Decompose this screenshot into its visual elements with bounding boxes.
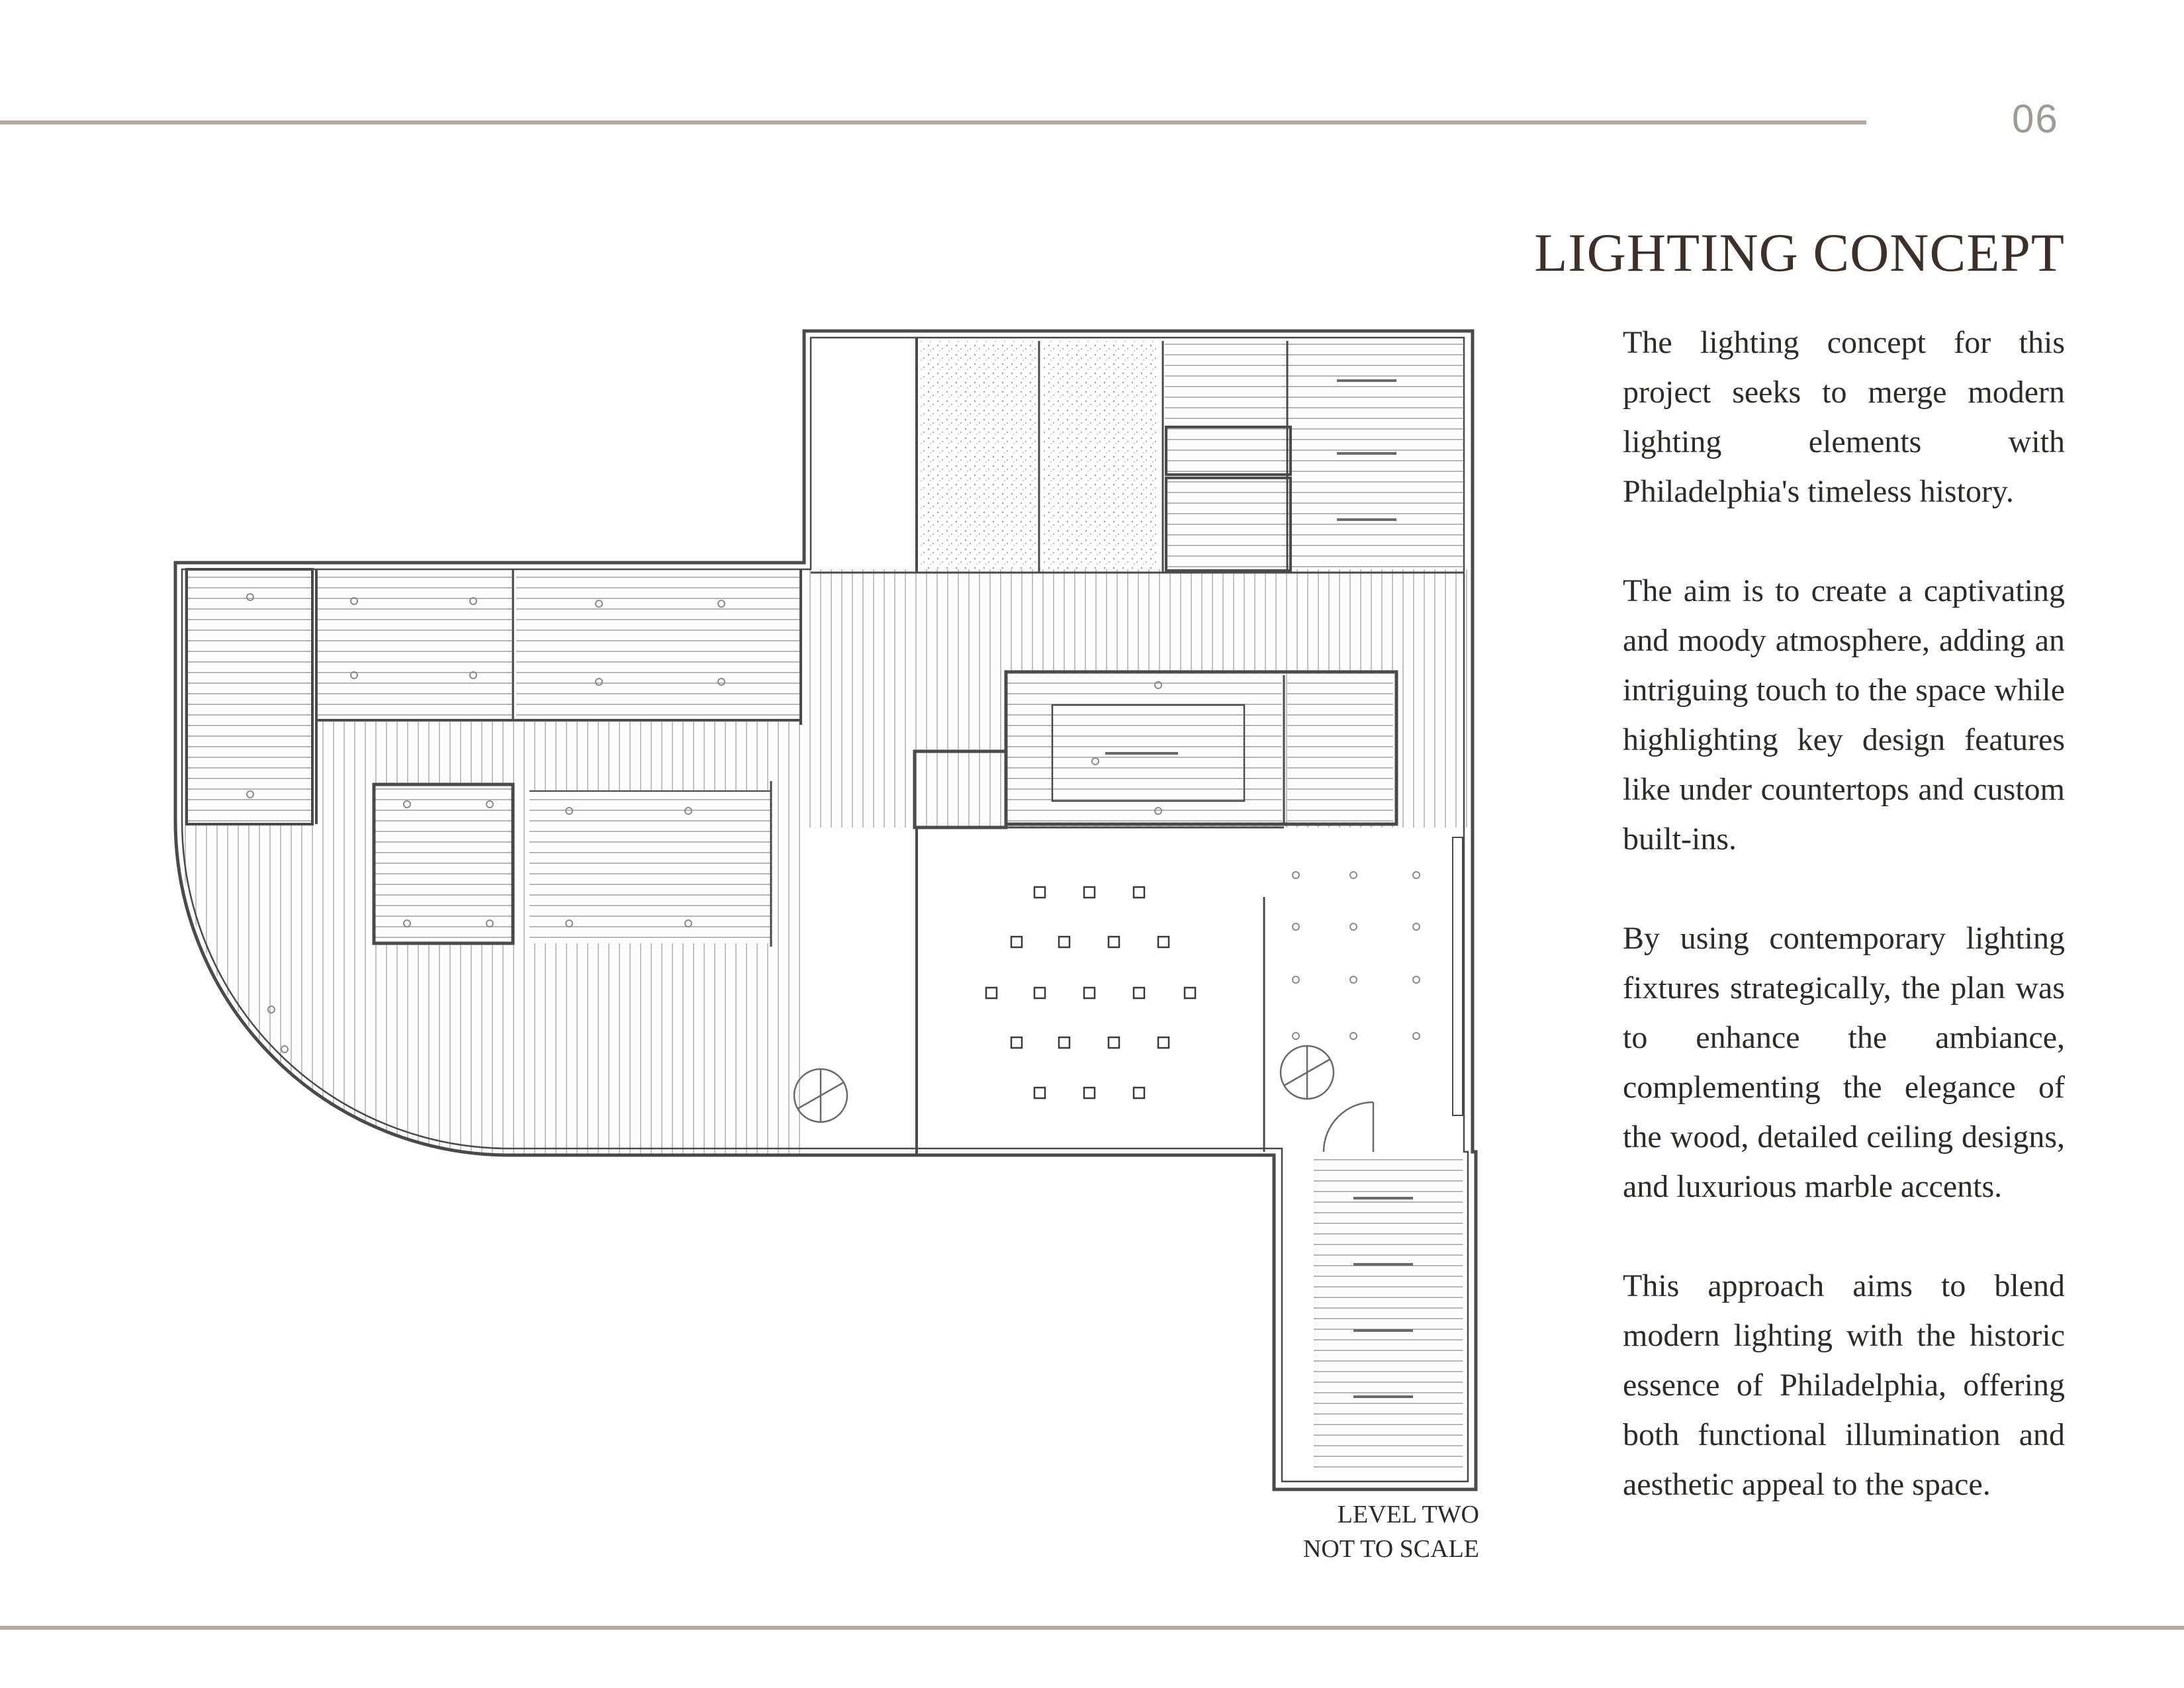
page-number: 06 — [2012, 97, 2059, 141]
page-title: LIGHTING CONCEPT — [1534, 222, 2065, 283]
caption-level: LEVEL TWO — [1337, 1501, 1479, 1528]
paragraph-3: By using contemporary lighting fixtures strategically, the plan was to enhance the ambiance, complementing the elegance of the wood, detailed ceiling designs, and luxurious marble accents. — [1623, 921, 2065, 1204]
caption-scale: NOT TO SCALE — [1302, 1535, 1479, 1563]
paragraph-4: This approach aims to blend modern lighting with the historic essence of Philadelphia, offering both functional illumination and aesthetic appeal to the space. — [1623, 1268, 2065, 1502]
paragraph-2: The aim is to create a captivating and moody atmosphere, adding an intriguing touch to the space while highlighting key design features like under countertops and custom built-ins. — [1623, 573, 2065, 857]
plan-caption — [1257, 1497, 1479, 1566]
bottom-rule — [0, 1626, 2184, 1630]
paragraph-1: The lighting concept for this project seeks to merge modern lighting elements with Philadelphia's timeless history. — [1623, 325, 2065, 509]
